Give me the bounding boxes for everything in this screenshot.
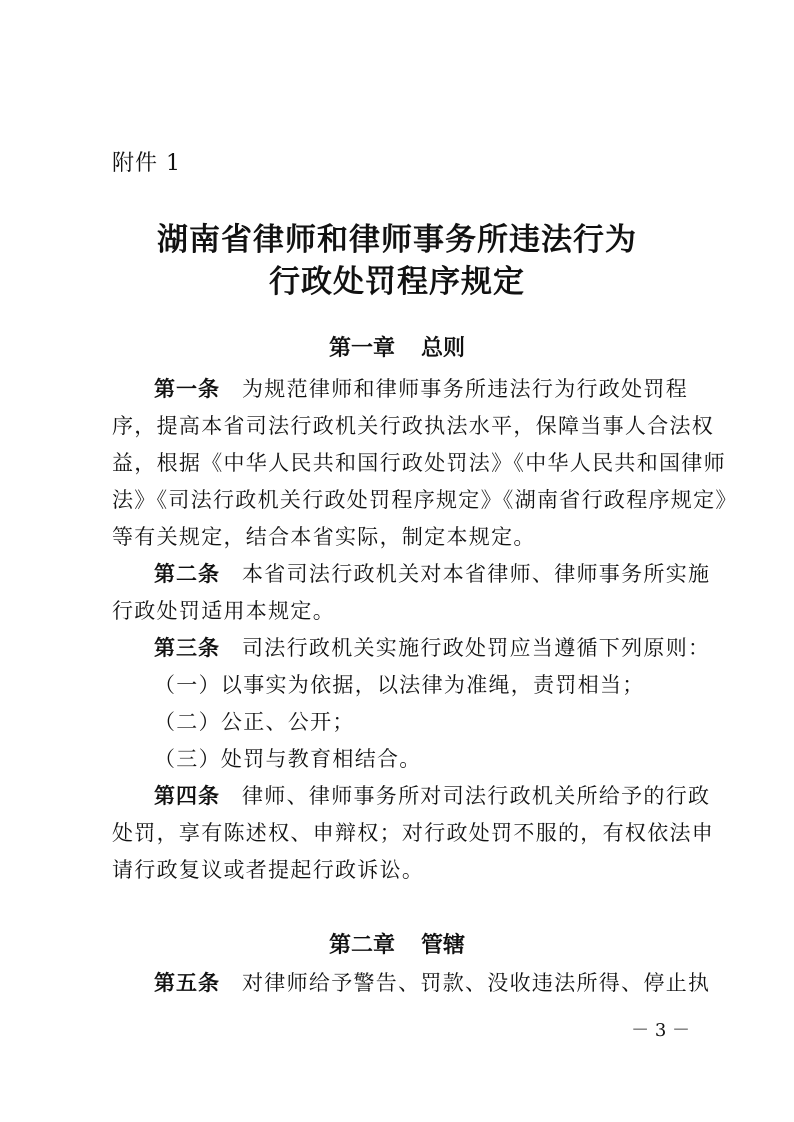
chapter-1-heading <box>0 331 794 362</box>
chapter-2-number: 第二章 <box>328 933 395 958</box>
article-3-item: （二）公正、公开； <box>154 710 355 734</box>
article-4-line: 请行政复议或者提起行政诉讼。 <box>112 858 425 882</box>
document-title-line-2: 行政处罚程序规定 <box>269 264 525 300</box>
article-5-text: 对律师给予警告、罚款、没收违法所得、停止执 <box>242 971 711 995</box>
article-5-label: 第五条 <box>154 971 220 995</box>
article-5-line <box>154 967 711 997</box>
chapter-1-number: 第一章 <box>328 336 395 361</box>
article-1-line <box>154 373 688 403</box>
article-1-label: 第一条 <box>154 377 220 401</box>
article-4-label: 第四条 <box>154 784 220 808</box>
chapter-2-name: 管辖 <box>421 933 466 958</box>
article-1-line: 序，提高本省司法行政机关行政执法水平，保障当事人合法权 <box>112 414 715 438</box>
article-4-line <box>154 780 711 810</box>
chapter-2-heading <box>0 928 794 959</box>
article-4-line: 处罚，享有陈述权、申辩权；对行政处罚不服的，有权依法申 <box>112 821 715 845</box>
article-2-label: 第二条 <box>154 562 220 586</box>
article-2-text: 本省司法行政机关对本省律师、律师事务所实施 <box>242 562 711 586</box>
article-3-item: （一）以事实为依据，以法律为准绳，责罚相当； <box>154 673 645 697</box>
article-2-line <box>154 558 711 588</box>
article-1-text: 为规范律师和律师事务所违法行为行政处罚程 <box>242 377 688 401</box>
document-title-line-1: 湖南省律师和律师事务所违法行为 <box>157 222 637 258</box>
article-3-text: 司法行政机关实施行政处罚应当遵循下列原则： <box>242 636 711 660</box>
chapter-1-name: 总则 <box>421 336 466 361</box>
article-3-label: 第三条 <box>154 636 220 660</box>
article-1-line: 法》《司法行政机关行政处罚程序规定》《湖南省行政程序规定》 <box>112 488 738 512</box>
article-2-line: 行政处罚适用本规定。 <box>112 599 335 623</box>
attachment-label: 附件 1 <box>112 151 181 176</box>
article-3-item: （三）处罚与教育相结合。 <box>154 747 422 771</box>
article-3-line <box>154 632 711 662</box>
article-1-line: 等有关规定，结合本省实际，制定本规定。 <box>112 525 536 549</box>
article-4-text: 律师、律师事务所对司法行政机关所给予的行政 <box>242 784 711 808</box>
article-1-line: 益，根据《中华人民共和国行政处罚法》《中华人民共和国律师 <box>112 451 726 475</box>
page-number: － 3 － <box>631 1020 690 1041</box>
